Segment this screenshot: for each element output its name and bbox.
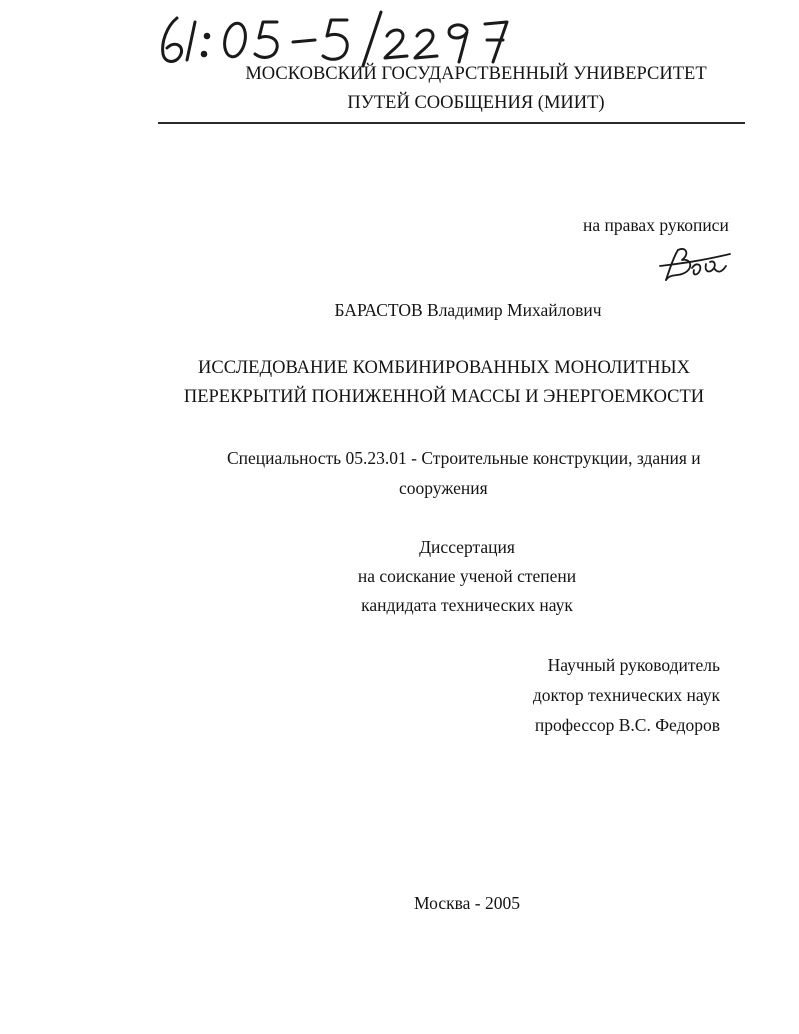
supervisor-label: Научный руководитель <box>547 655 720 675</box>
dissertation-label: Диссертация <box>419 537 515 557</box>
archive-code-handwritten <box>155 8 535 70</box>
degree-purpose: на соискание ученой степени <box>357 566 577 586</box>
dissertation-title-line2: ПЕРЕКРЫТИЙ ПОНИЖЕННОЙ МАССЫ И ЭНЕРГОЕМКОСТИ <box>183 387 705 407</box>
specialty-line1: Специальность 05.23.01 - Строительные конструкции, здания и <box>227 448 701 468</box>
author-name: БАРАСТОВ Владимир Михайлович <box>334 300 602 320</box>
manuscript-rights-note: на правах рукописи <box>583 215 729 235</box>
supervisor-degree: доктор технических наук <box>532 685 720 705</box>
university-name-line2: ПУТЕЙ СООБЩЕНИЯ (МИИТ) <box>347 93 605 113</box>
supervisor-name: профессор В.С. Федоров <box>534 715 720 735</box>
degree-name: кандидата технических наук <box>361 595 573 615</box>
place-year: Москва - 2005 <box>414 893 520 913</box>
author-signature <box>656 244 736 286</box>
dissertation-title-line1: ИССЛЕДОВАНИЕ КОМБИНИРОВАННЫХ МОНОЛИТНЫХ <box>198 358 690 378</box>
header-divider <box>158 122 745 124</box>
specialty-line2: сооружения <box>399 478 488 498</box>
university-name-line1: МОСКОВСКИЙ ГОСУДАРСТВЕННЫЙ УНИВЕРСИТЕТ <box>245 64 707 84</box>
